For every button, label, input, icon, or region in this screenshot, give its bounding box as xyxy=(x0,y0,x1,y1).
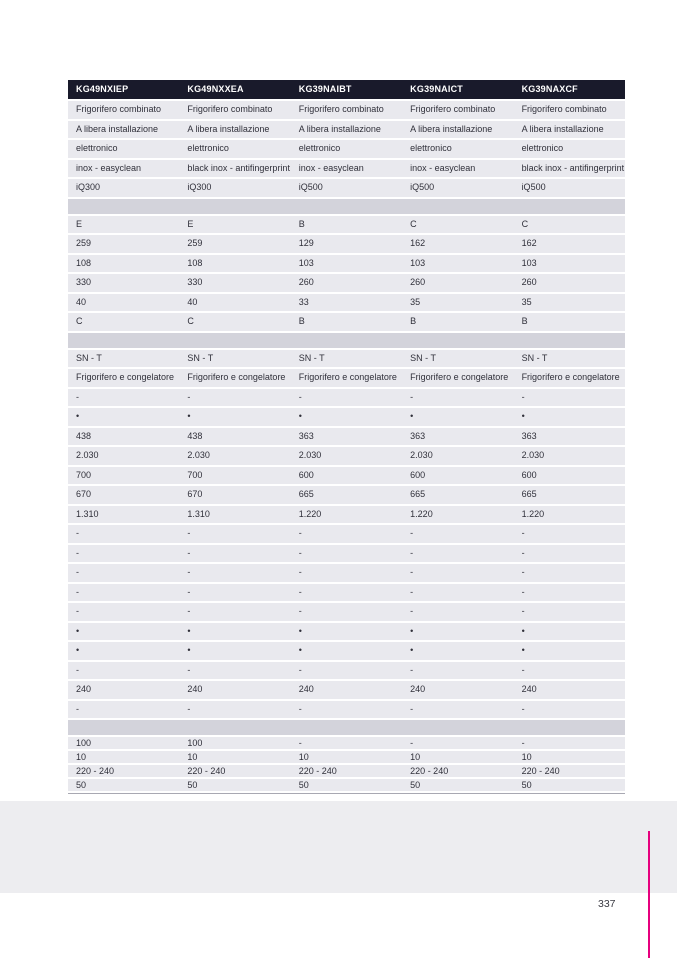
table-row xyxy=(68,313,625,331)
table-cell: • xyxy=(187,645,191,655)
table-cell: C xyxy=(521,218,529,229)
column-header: KG49NXIEP xyxy=(76,84,129,94)
table-cell: Frigorifero combinato xyxy=(298,104,384,114)
column-header: KG39NAICT xyxy=(410,84,463,94)
table-row xyxy=(68,545,625,563)
table-cell: - xyxy=(521,547,525,558)
table-row xyxy=(68,140,625,158)
section-separator xyxy=(68,199,625,214)
table-cell: 600 xyxy=(521,469,537,480)
table-cell: 2.030 xyxy=(187,450,210,460)
table-row xyxy=(68,681,625,699)
table-cell: 438 xyxy=(76,430,92,441)
table-cell: Frigorifero e congelatore xyxy=(298,372,397,382)
table-cell: 240 xyxy=(521,684,537,694)
table-cell: 700 xyxy=(76,469,92,480)
table-cell: • xyxy=(187,411,191,421)
table-cell: - xyxy=(410,547,414,558)
table-cell: 240 xyxy=(410,684,426,694)
table-cell: - xyxy=(298,528,302,538)
table-cell: 600 xyxy=(298,469,314,480)
table-cell: - xyxy=(298,391,302,402)
table-cell: 2.030 xyxy=(521,450,545,460)
table-cell: - xyxy=(521,738,525,748)
table-row xyxy=(68,486,625,504)
table-cell: Frigorifero combinato xyxy=(76,104,162,114)
table-cell: Frigorifero combinato xyxy=(521,104,607,114)
table-cell: - xyxy=(187,528,191,538)
table-cell: 665 xyxy=(298,489,314,499)
table-cell: 40 xyxy=(76,296,87,307)
table-cell: - xyxy=(76,703,79,714)
table-cell: 100 xyxy=(76,738,92,748)
table-cell: • xyxy=(410,645,414,655)
table-cell: 1.220 xyxy=(410,508,433,519)
table-cell: 220 - 240 xyxy=(187,766,226,776)
table-cell: 240 xyxy=(298,684,314,694)
table-cell: B xyxy=(521,316,528,326)
table-cell: iQ500 xyxy=(298,182,323,192)
table-cell: 162 xyxy=(521,238,537,248)
table-cell: Frigorifero e congelatore xyxy=(521,372,620,382)
table-cell: A libera installazione xyxy=(410,123,493,134)
product-spec-table xyxy=(68,80,625,794)
table-row xyxy=(68,467,625,485)
table-cell: A libera installazione xyxy=(187,123,270,134)
table-cell: iQ500 xyxy=(410,182,435,192)
table-cell: - xyxy=(187,567,191,577)
page-number: 337 xyxy=(598,898,616,910)
table-cell: inox - easyclean xyxy=(76,162,142,173)
footer-band xyxy=(0,801,677,893)
table-cell: 35 xyxy=(521,296,532,307)
table-cell: black inox - antifingerprint xyxy=(187,162,290,173)
table-row xyxy=(68,235,625,253)
table-row xyxy=(68,255,625,273)
table-cell: - xyxy=(521,567,525,577)
table-row xyxy=(68,447,625,465)
table-cell: black inox - antifingerprint xyxy=(521,162,625,173)
table-cell: - xyxy=(410,606,414,616)
table-cell: - xyxy=(521,391,525,402)
table-cell: - xyxy=(521,528,525,538)
table-cell: - xyxy=(187,586,191,597)
table-cell: 363 xyxy=(410,430,426,441)
table-cell: • xyxy=(521,645,525,655)
table-cell: elettronico xyxy=(521,143,564,153)
table-cell: 2.030 xyxy=(298,450,322,460)
table-cell: 50 xyxy=(410,780,421,790)
table-cell: 33 xyxy=(298,296,309,307)
table-row xyxy=(68,294,625,312)
table-cell: 162 xyxy=(410,238,426,248)
table-body xyxy=(68,101,625,791)
table-cell: 220 - 240 xyxy=(521,766,560,776)
table-cell: Frigorifero e congelatore xyxy=(187,372,286,382)
table-cell: 665 xyxy=(410,489,426,499)
table-cell: - xyxy=(521,664,525,675)
table-cell: - xyxy=(187,547,191,558)
table-cell: SN - T xyxy=(298,352,325,363)
table-cell: 240 xyxy=(76,684,92,694)
table-row xyxy=(68,369,625,387)
table-cell: C xyxy=(187,316,194,326)
table-row xyxy=(68,737,625,749)
table-cell: 35 xyxy=(410,296,421,307)
table-cell: - xyxy=(410,391,414,402)
table-row xyxy=(68,101,625,119)
table-cell: - xyxy=(298,547,302,558)
column-header: KG49NXXEA xyxy=(187,84,244,94)
table-cell: Frigorifero combinato xyxy=(410,104,496,114)
table-cell: • xyxy=(298,411,302,421)
table-cell: 108 xyxy=(187,257,203,268)
table-cell: 240 xyxy=(187,684,203,694)
table-cell: - xyxy=(298,738,302,748)
table-cell: 10 xyxy=(76,752,87,762)
table-cell: 103 xyxy=(521,257,537,268)
table-cell: • xyxy=(76,411,80,421)
table-cell: 259 xyxy=(187,238,203,248)
table-cell: SN - T xyxy=(410,352,437,363)
table-cell: • xyxy=(521,625,525,636)
table-bottom-rule xyxy=(68,793,625,794)
table-row xyxy=(68,389,625,407)
table-row xyxy=(68,751,625,763)
table-cell: E xyxy=(76,218,83,229)
table-cell: elettronico xyxy=(410,143,452,153)
table-cell: 220 - 240 xyxy=(410,766,449,776)
table-row xyxy=(68,642,625,660)
table-cell: 103 xyxy=(298,257,314,268)
table-row xyxy=(68,603,625,621)
table-row xyxy=(68,525,625,543)
table-cell: 129 xyxy=(298,238,314,248)
table-cell: • xyxy=(521,411,525,421)
table-cell: • xyxy=(187,625,191,636)
table-cell: - xyxy=(521,703,525,714)
table-cell: - xyxy=(410,664,414,675)
table-header-row xyxy=(68,80,625,99)
table-cell: elettronico xyxy=(76,143,118,153)
table-cell: - xyxy=(76,567,79,577)
table-cell: • xyxy=(410,625,414,636)
table-cell: 1.220 xyxy=(298,508,322,519)
table-cell: • xyxy=(298,625,302,636)
table-cell: SN - T xyxy=(76,352,102,363)
table-cell: - xyxy=(410,738,414,748)
table-cell: 50 xyxy=(521,780,532,790)
table-row xyxy=(68,274,625,292)
table-row xyxy=(68,121,625,139)
table-cell: - xyxy=(187,606,191,616)
table-cell: A libera installazione xyxy=(76,123,159,134)
table-cell: 50 xyxy=(298,780,309,790)
table-cell: 330 xyxy=(76,277,92,287)
table-cell: A libera installazione xyxy=(521,123,604,134)
table-row xyxy=(68,584,625,602)
table-cell: - xyxy=(187,664,191,675)
table-cell: - xyxy=(76,391,79,402)
table-cell: - xyxy=(410,703,414,714)
table-cell: 40 xyxy=(187,296,198,307)
table-cell: A libera installazione xyxy=(298,123,381,134)
table-cell: - xyxy=(298,567,302,577)
table-cell: C xyxy=(410,218,417,229)
table-cell: • xyxy=(76,645,80,655)
table-cell: Frigorifero combinato xyxy=(187,104,273,114)
table-cell: 103 xyxy=(410,257,426,268)
table-cell: B xyxy=(410,316,417,326)
table-cell: 50 xyxy=(76,780,87,790)
table-row xyxy=(68,350,625,368)
table-cell: 100 xyxy=(187,738,203,748)
table-cell: - xyxy=(410,586,414,597)
table-cell: - xyxy=(521,606,525,616)
table-cell: 260 xyxy=(298,277,314,287)
table-cell: 220 - 240 xyxy=(76,766,115,776)
table-cell: iQ300 xyxy=(76,182,101,192)
table-cell: SN - T xyxy=(521,352,548,363)
table-cell: 363 xyxy=(298,430,314,441)
column-header: KG39NAXCF xyxy=(521,84,578,94)
table-cell: 220 - 240 xyxy=(298,766,337,776)
table-cell: 600 xyxy=(410,469,426,480)
table-cell: inox - easyclean xyxy=(410,162,476,173)
table-cell: - xyxy=(298,703,302,714)
table-row xyxy=(68,779,625,791)
table-row xyxy=(68,179,625,197)
table-cell: B xyxy=(298,218,305,229)
table-cell: 363 xyxy=(521,430,537,441)
table-cell: 10 xyxy=(187,752,198,762)
table-cell: 330 xyxy=(187,277,203,287)
table-cell: 670 xyxy=(187,489,203,499)
table-cell: - xyxy=(76,528,79,538)
table-cell: - xyxy=(298,606,302,616)
table-cell: 438 xyxy=(187,430,203,441)
table-row xyxy=(68,506,625,524)
table-cell: 1.310 xyxy=(76,508,99,519)
table-cell: - xyxy=(187,703,191,714)
table-cell: 10 xyxy=(298,752,309,762)
table-cell: iQ500 xyxy=(521,182,546,192)
section-separator xyxy=(68,720,625,735)
table-cell: C xyxy=(76,316,83,326)
table-row xyxy=(68,408,625,426)
table-cell: 259 xyxy=(76,238,92,248)
table-cell: 2.030 xyxy=(410,450,433,460)
table-cell: 665 xyxy=(521,489,537,499)
table-row xyxy=(68,216,625,234)
table-row xyxy=(68,160,625,178)
table-cell: - xyxy=(76,547,79,558)
table-cell: 50 xyxy=(187,780,198,790)
table-cell: - xyxy=(521,586,525,597)
table-cell: 1.310 xyxy=(187,508,210,519)
table-cell: 10 xyxy=(521,752,532,762)
table-cell: inox - easyclean xyxy=(298,162,364,173)
table-cell: E xyxy=(187,218,194,229)
table-cell: 108 xyxy=(76,257,92,268)
table-row xyxy=(68,701,625,719)
table-cell: - xyxy=(76,664,79,675)
table-cell: 670 xyxy=(76,489,92,499)
table-cell: - xyxy=(410,528,414,538)
table-cell: - xyxy=(76,606,79,616)
table-cell: - xyxy=(298,586,302,597)
table-row xyxy=(68,765,625,777)
table-cell: 10 xyxy=(410,752,421,762)
table-cell: - xyxy=(298,664,302,675)
table-row xyxy=(68,428,625,446)
table-row xyxy=(68,623,625,641)
table-row xyxy=(68,662,625,680)
table-cell: • xyxy=(410,411,414,421)
table-cell: - xyxy=(410,567,414,577)
table-cell: • xyxy=(298,645,302,655)
table-cell: B xyxy=(298,316,305,326)
table-cell: SN - T xyxy=(187,352,214,363)
accent-line xyxy=(648,831,650,958)
table-row xyxy=(68,564,625,582)
table-cell: - xyxy=(76,586,79,597)
table-cell: • xyxy=(76,625,80,636)
table-cell: 700 xyxy=(187,469,203,480)
table-cell: - xyxy=(187,391,191,402)
table-cell: Frigorifero e congelatore xyxy=(410,372,509,382)
column-header: KG39NAIBT xyxy=(298,84,352,94)
table-cell: elettronico xyxy=(298,143,341,153)
table-cell: elettronico xyxy=(187,143,229,153)
table-cell: 1.220 xyxy=(521,508,545,519)
table-cell: iQ300 xyxy=(187,182,212,192)
table-cell: 260 xyxy=(521,277,537,287)
section-separator xyxy=(68,333,625,348)
table-cell: Frigorifero e congelatore xyxy=(76,372,175,382)
table-cell: 2.030 xyxy=(76,450,99,460)
table-cell: 260 xyxy=(410,277,426,287)
